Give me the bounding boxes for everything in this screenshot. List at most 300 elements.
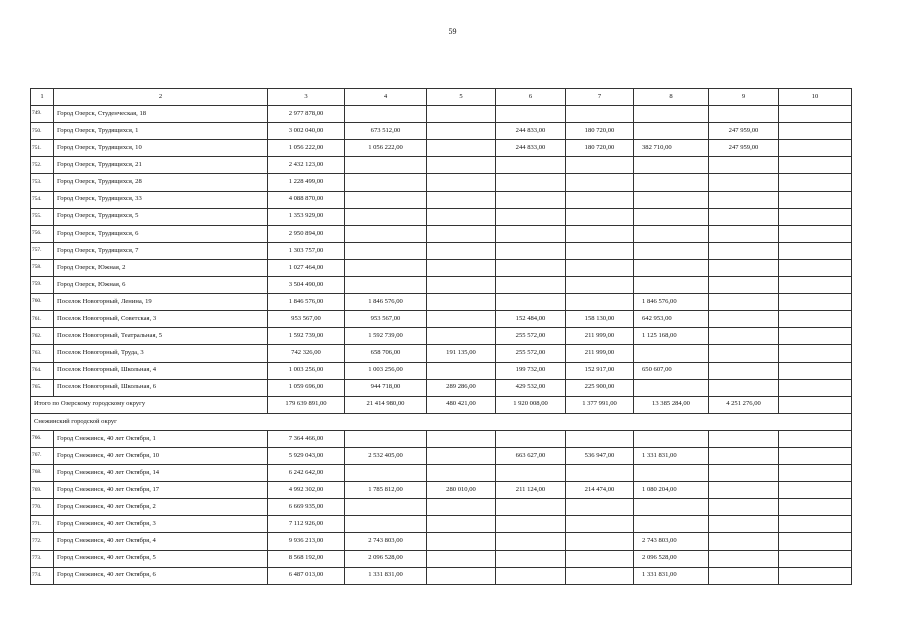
amount-cell-6: 244 833,00 [496,123,566,140]
amount-cell-7: 152 917,00 [566,362,634,379]
amount-cell-4 [345,174,427,191]
address-cell: Поселок Новогорный, Советская, 3 [54,311,268,328]
table-row [31,225,852,242]
address-cell: Город Снежинск, 40 лет Октября, 6 [54,567,268,584]
table-row [31,174,852,191]
amount-cell-6: 255 572,00 [496,345,566,362]
row-number: 764. [31,362,54,379]
amount-cell-7: 158 130,00 [566,311,634,328]
row-number: 760. [31,294,54,311]
amount-cell-8 [634,259,709,276]
row-number: 755. [31,208,54,225]
amount-cell-3: 6 669 935,00 [268,499,345,516]
row-number: 766. [31,430,54,447]
header-cell-5: 5 [427,89,496,106]
amount-cell-8: 1 846 576,00 [634,294,709,311]
amount-cell-6: 199 732,00 [496,362,566,379]
address-cell: Город Снежинск, 40 лет Октября, 10 [54,447,268,464]
amount-cell-7 [566,533,634,550]
amount-cell-8 [634,379,709,396]
amount-cell-3: 6 242 642,00 [268,465,345,482]
address-cell: Поселок Новогорный, Труда, 3 [54,345,268,362]
table-header-row [31,89,852,106]
row-number: 754. [31,191,54,208]
amount-cell-5 [427,106,496,123]
amount-cell-6 [496,157,566,174]
table-row [31,482,852,499]
header-cell-1: 1 [31,89,54,106]
address-cell: Город Снежинск, 40 лет Октября, 1 [54,430,268,447]
table-row [31,191,852,208]
amount-cell-5 [427,140,496,157]
amount-cell-3: 4 992 302,00 [268,482,345,499]
address-cell: Город Снежинск, 40 лет Октября, 5 [54,550,268,567]
amount-cell-6 [496,191,566,208]
amount-cell-7 [566,225,634,242]
amount-cell-8 [634,499,709,516]
amount-cell-3: 1 056 222,00 [268,140,345,157]
amount-cell-5 [427,208,496,225]
amount-cell-6 [496,174,566,191]
amount-cell-4: 944 718,00 [345,379,427,396]
total-col-9: 4 251 276,00 [709,396,779,413]
amount-cell-5 [427,174,496,191]
amount-cell-10 [779,123,852,140]
amount-cell-9 [709,567,779,584]
amount-cell-5 [427,533,496,550]
amount-cell-6 [496,106,566,123]
amount-cell-8 [634,345,709,362]
amount-cell-7 [566,259,634,276]
amount-cell-9 [709,174,779,191]
amount-cell-4 [345,430,427,447]
amount-cell-5 [427,157,496,174]
amount-cell-3: 9 936 213,00 [268,533,345,550]
amount-cell-8: 2 096 528,00 [634,550,709,567]
amount-cell-9 [709,294,779,311]
amount-cell-6 [496,499,566,516]
amount-cell-5 [427,499,496,516]
header-cell-2: 2 [54,89,268,106]
amount-cell-10 [779,379,852,396]
amount-cell-8 [634,516,709,533]
amount-cell-10 [779,533,852,550]
amount-cell-8: 382 710,00 [634,140,709,157]
amount-cell-7: 536 947,00 [566,447,634,464]
table-body [31,89,852,585]
row-number: 749. [31,106,54,123]
total-col-4: 21 414 980,00 [345,396,427,413]
amount-cell-10 [779,242,852,259]
amount-cell-10 [779,294,852,311]
amount-cell-9 [709,208,779,225]
row-number: 751. [31,140,54,157]
amount-cell-8 [634,430,709,447]
address-cell: Поселок Новогорный, Школьная, 4 [54,362,268,379]
address-cell: Город Озерск, Южная, 6 [54,277,268,294]
row-number: 758. [31,259,54,276]
amount-cell-5 [427,191,496,208]
amount-cell-7 [566,465,634,482]
amount-cell-9 [709,345,779,362]
amount-cell-4 [345,106,427,123]
amount-cell-9 [709,430,779,447]
amount-cell-5 [427,123,496,140]
amount-cell-7 [566,550,634,567]
amount-cell-4: 673 512,00 [345,123,427,140]
amount-cell-4: 1 785 812,00 [345,482,427,499]
amount-cell-3: 3 002 040,00 [268,123,345,140]
amount-cell-10 [779,447,852,464]
amount-cell-4 [345,277,427,294]
amount-cell-5: 191 135,00 [427,345,496,362]
amount-cell-6 [496,208,566,225]
amount-cell-7 [566,157,634,174]
amount-cell-4: 1 003 256,00 [345,362,427,379]
amount-cell-4: 2 096 528,00 [345,550,427,567]
amount-cell-3: 2 950 894,00 [268,225,345,242]
amount-cell-8 [634,191,709,208]
table-row [31,294,852,311]
section-row-snezhinsk [31,413,852,430]
amount-cell-8 [634,225,709,242]
budget-table [30,88,852,585]
amount-cell-4: 658 706,00 [345,345,427,362]
address-cell: Город Озерск, Трудящихся, 21 [54,157,268,174]
amount-cell-10 [779,174,852,191]
row-number: 769. [31,482,54,499]
amount-cell-9 [709,447,779,464]
row-number: 753. [31,174,54,191]
amount-cell-5 [427,362,496,379]
amount-cell-4 [345,499,427,516]
table-row [31,567,852,584]
amount-cell-8 [634,123,709,140]
amount-cell-10 [779,259,852,276]
amount-cell-3: 3 504 490,00 [268,277,345,294]
amount-cell-6 [496,242,566,259]
row-number: 763. [31,345,54,362]
address-cell: Поселок Новогорный, Школьная, 6 [54,379,268,396]
amount-cell-3: 1 353 929,00 [268,208,345,225]
amount-cell-10 [779,499,852,516]
amount-cell-8: 2 743 803,00 [634,533,709,550]
address-cell: Город Озерск, Южная, 2 [54,259,268,276]
amount-cell-10 [779,550,852,567]
row-number: 756. [31,225,54,242]
amount-cell-5: 289 286,00 [427,379,496,396]
row-number: 770. [31,499,54,516]
table-row [31,140,852,157]
table-row [31,379,852,396]
amount-cell-3: 1 003 256,00 [268,362,345,379]
amount-cell-8 [634,157,709,174]
amount-cell-3: 1 228 499,00 [268,174,345,191]
amount-cell-8 [634,174,709,191]
amount-cell-5 [427,311,496,328]
amount-cell-10 [779,277,852,294]
amount-cell-9 [709,499,779,516]
amount-cell-3: 5 929 043,00 [268,447,345,464]
amount-cell-7: 225 900,00 [566,379,634,396]
table-row [31,157,852,174]
address-cell: Поселок Новогорный, Ленина, 19 [54,294,268,311]
total-col-6: 1 920 008,00 [496,396,566,413]
amount-cell-3: 6 487 013,00 [268,567,345,584]
address-cell: Город Озерск, Трудящихся, 6 [54,225,268,242]
amount-cell-9 [709,516,779,533]
amount-cell-6: 255 572,00 [496,328,566,345]
table-row [31,277,852,294]
amount-cell-9 [709,550,779,567]
amount-cell-10 [779,225,852,242]
amount-cell-8 [634,465,709,482]
amount-cell-4 [345,225,427,242]
amount-cell-10 [779,430,852,447]
amount-cell-6 [496,567,566,584]
amount-cell-5 [427,516,496,533]
amount-cell-9 [709,277,779,294]
total-col-3: 179 639 891,00 [268,396,345,413]
amount-cell-7: 214 474,00 [566,482,634,499]
amount-cell-3: 2 432 123,00 [268,157,345,174]
amount-cell-9 [709,157,779,174]
row-number: 762. [31,328,54,345]
row-number: 773. [31,550,54,567]
amount-cell-8: 1 080 204,00 [634,482,709,499]
amount-cell-4: 1 592 739,00 [345,328,427,345]
address-cell: Город Снежинск, 40 лет Октября, 3 [54,516,268,533]
amount-cell-7: 180 720,00 [566,123,634,140]
table-row [31,550,852,567]
amount-cell-5 [427,465,496,482]
amount-cell-3: 7 364 466,00 [268,430,345,447]
amount-cell-10 [779,516,852,533]
table-row [31,106,852,123]
amount-cell-4: 1 056 222,00 [345,140,427,157]
amount-cell-10 [779,482,852,499]
amount-cell-7 [566,191,634,208]
address-cell: Город Озерск, Трудящихся, 7 [54,242,268,259]
amount-cell-4 [345,259,427,276]
header-cell-3: 3 [268,89,345,106]
address-cell: Город Снежинск, 40 лет Октября, 2 [54,499,268,516]
amount-cell-5 [427,259,496,276]
amount-cell-9 [709,106,779,123]
address-cell: Город Снежинск, 40 лет Октября, 4 [54,533,268,550]
amount-cell-4 [345,191,427,208]
amount-cell-4 [345,157,427,174]
amount-cell-8 [634,277,709,294]
amount-cell-10 [779,362,852,379]
row-number: 750. [31,123,54,140]
header-cell-4: 4 [345,89,427,106]
amount-cell-10 [779,345,852,362]
amount-cell-9 [709,362,779,379]
row-number: 752. [31,157,54,174]
row-number: 767. [31,447,54,464]
amount-cell-9 [709,379,779,396]
table-row [31,447,852,464]
amount-cell-8 [634,242,709,259]
table-row [31,533,852,550]
amount-cell-6: 152 484,00 [496,311,566,328]
table-row [31,465,852,482]
amount-cell-10 [779,191,852,208]
row-number: 765. [31,379,54,396]
amount-cell-7 [566,516,634,533]
amount-cell-7 [566,106,634,123]
amount-cell-10 [779,311,852,328]
header-cell-8: 8 [634,89,709,106]
table-row [31,311,852,328]
table-row [31,345,852,362]
amount-cell-10 [779,208,852,225]
table-row [31,499,852,516]
amount-cell-5 [427,242,496,259]
amount-cell-7 [566,277,634,294]
amount-cell-9 [709,242,779,259]
row-number: 761. [31,311,54,328]
amount-cell-8: 650 607,00 [634,362,709,379]
amount-cell-8: 1 331 831,00 [634,567,709,584]
amount-cell-6 [496,294,566,311]
table-row [31,362,852,379]
row-number: 771. [31,516,54,533]
amount-cell-8 [634,208,709,225]
amount-cell-6 [496,465,566,482]
table-row [31,430,852,447]
amount-cell-6: 244 833,00 [496,140,566,157]
amount-cell-7 [566,208,634,225]
amount-cell-9 [709,482,779,499]
amount-cell-7 [566,499,634,516]
amount-cell-7 [566,567,634,584]
amount-cell-6: 663 627,00 [496,447,566,464]
amount-cell-6 [496,516,566,533]
total-row-ozersk [31,396,852,413]
row-number: 757. [31,242,54,259]
amount-cell-7 [566,242,634,259]
address-cell: Город Снежинск, 40 лет Октября, 17 [54,482,268,499]
amount-cell-4 [345,465,427,482]
address-cell: Поселок Новогорный, Театральная, 5 [54,328,268,345]
amount-cell-5 [427,277,496,294]
amount-cell-4: 2 532 405,00 [345,447,427,464]
amount-cell-8: 1 125 168,00 [634,328,709,345]
amount-cell-3: 2 977 878,00 [268,106,345,123]
amount-cell-10 [779,106,852,123]
header-cell-7: 7 [566,89,634,106]
amount-cell-5 [427,567,496,584]
amount-cell-6 [496,225,566,242]
section-title: Снежинский городской округ [31,413,852,430]
amount-cell-3: 1 059 696,00 [268,379,345,396]
amount-cell-9 [709,533,779,550]
amount-cell-3: 1 027 464,00 [268,259,345,276]
amount-cell-6 [496,533,566,550]
amount-cell-10 [779,567,852,584]
address-cell: Город Озерск, Трудящихся, 5 [54,208,268,225]
amount-cell-4 [345,208,427,225]
amount-cell-9 [709,225,779,242]
amount-cell-10 [779,465,852,482]
amount-cell-10 [779,140,852,157]
address-cell: Город Озерск, Трудящихся, 10 [54,140,268,157]
amount-cell-5 [427,447,496,464]
table-row [31,328,852,345]
amount-cell-7: 211 999,00 [566,345,634,362]
total-col-8: 13 385 284,00 [634,396,709,413]
amount-cell-3: 953 567,00 [268,311,345,328]
amount-cell-5 [427,294,496,311]
amount-cell-3: 8 568 192,00 [268,550,345,567]
amount-cell-5: 280 010,00 [427,482,496,499]
amount-cell-3: 7 112 926,00 [268,516,345,533]
page-number: 59 [448,27,457,36]
header-cell-9: 9 [709,89,779,106]
total-col-10 [779,396,852,413]
table-row [31,123,852,140]
row-number: 774. [31,567,54,584]
amount-cell-6 [496,550,566,567]
amount-cell-9: 247 959,00 [709,123,779,140]
amount-cell-7: 211 999,00 [566,328,634,345]
table-row [31,259,852,276]
amount-cell-3: 1 303 757,00 [268,242,345,259]
amount-cell-9 [709,259,779,276]
header-cell-10: 10 [779,89,852,106]
address-cell: Город Озерск, Трудящихся, 1 [54,123,268,140]
amount-cell-9 [709,328,779,345]
row-number: 772. [31,533,54,550]
total-col-5: 480 421,00 [427,396,496,413]
amount-cell-7 [566,430,634,447]
amount-cell-3: 1 846 576,00 [268,294,345,311]
amount-cell-8: 642 953,00 [634,311,709,328]
amount-cell-3: 1 592 739,00 [268,328,345,345]
total-col-7: 1 377 991,00 [566,396,634,413]
amount-cell-4: 2 743 803,00 [345,533,427,550]
amount-cell-4: 1 331 831,00 [345,567,427,584]
table-row [31,242,852,259]
table-row [31,516,852,533]
amount-cell-6: 211 124,00 [496,482,566,499]
row-number: 759. [31,277,54,294]
total-label: Итого по Озерскому городскому округу [31,396,268,413]
address-cell: Город Озерск, Трудящихся, 33 [54,191,268,208]
amount-cell-7 [566,174,634,191]
amount-cell-5 [427,550,496,567]
amount-cell-4: 1 846 576,00 [345,294,427,311]
amount-cell-3: 742 326,00 [268,345,345,362]
address-cell: Город Снежинск, 40 лет Октября, 14 [54,465,268,482]
amount-cell-9 [709,465,779,482]
header-cell-6: 6 [496,89,566,106]
address-cell: Город Озерск, Студенческая, 18 [54,106,268,123]
amount-cell-7: 180 720,00 [566,140,634,157]
amount-cell-8 [634,106,709,123]
amount-cell-4: 953 567,00 [345,311,427,328]
amount-cell-10 [779,328,852,345]
amount-cell-4 [345,516,427,533]
amount-cell-9 [709,191,779,208]
amount-cell-10 [779,157,852,174]
amount-cell-6 [496,430,566,447]
amount-cell-7 [566,294,634,311]
amount-cell-9 [709,311,779,328]
amount-cell-5 [427,225,496,242]
